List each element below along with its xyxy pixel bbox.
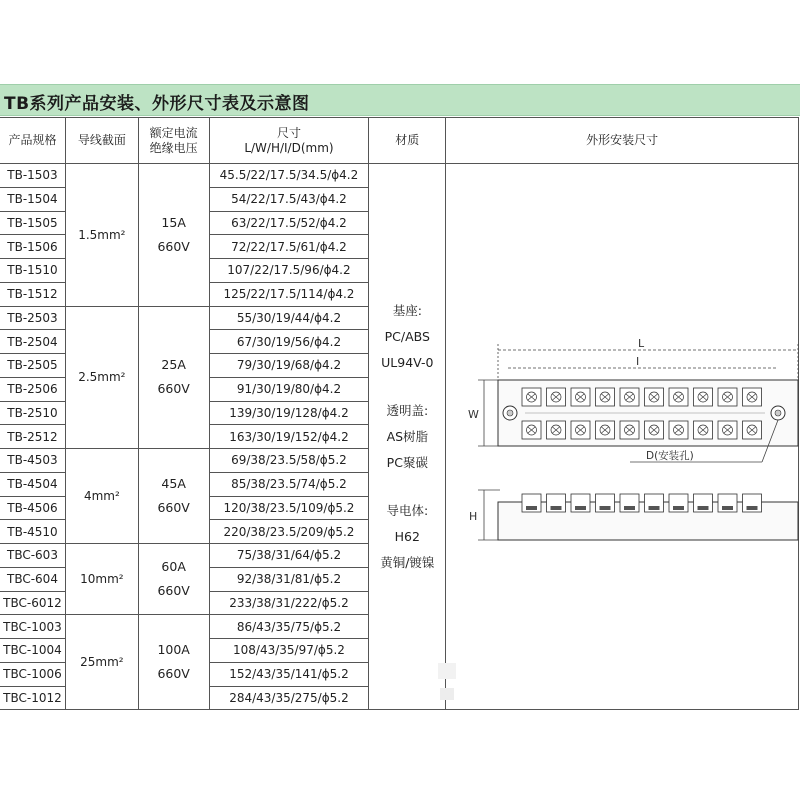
rated-current: 60A [161,559,186,575]
cell-model: TB-1510 [0,259,65,283]
material-conductor-value: H62 [394,528,420,544]
cell-model: TB-4510 [0,520,65,544]
cell-dimensions: 86/43/35/75/ϕ5.2 [209,615,369,639]
side-terminal-screw [722,506,733,510]
material-base-value: PC/ABS [384,328,430,344]
header-current-line1: 额定电流 [149,125,198,140]
cell-dimensions: 75/38/31/64/ϕ5.2 [209,544,369,568]
insulation-voltage: 660V [157,666,190,682]
material-cover-label: 透明盖: [386,402,429,418]
side-terminal-screw [649,506,660,510]
label-W: W [468,408,479,421]
cell-current-voltage [138,544,209,615]
side-terminal-screw [600,506,611,510]
cell-wire: 25mm² [65,615,138,710]
cell-wire: 1.5mm² [65,164,138,307]
side-terminal-screw [624,506,635,510]
cell-dimensions: 72/22/17.5/61/ϕ4.2 [209,235,369,259]
cell-model: TBC-1012 [0,686,65,710]
material-base-label: 基座: [392,302,422,318]
header-dims-line1: 尺寸 [276,125,301,140]
insulation-voltage: 660V [157,238,190,254]
insulation-voltage: 660V [157,583,190,599]
mount-hole-left-inner [507,410,513,416]
header-dims-line2: L/W/H/I/D(mm) [244,140,334,155]
rated-current: 15A [161,214,186,230]
insulation-voltage: 660V [157,500,190,515]
cell-model: TB-2503 [0,306,65,330]
cell-model: TBC-1004 [0,639,65,663]
cell-dimensions: 125/22/17.5/114/ϕ4.2 [209,282,369,306]
cell-wire: 10mm² [65,544,138,615]
cell-dimensions: 55/30/19/44/ϕ4.2 [209,306,369,330]
material-conductor-value: 黄铜/镀镍 [380,554,435,570]
material-cover-value: AS树脂 [386,428,429,444]
cell-model: TBC-6012 [0,591,65,615]
material-cover-value: PC聚碳 [386,454,428,470]
cell-dimensions: 67/30/19/56/ϕ4.2 [209,330,369,354]
cell-model: TB-1512 [0,282,65,306]
table-row [0,164,799,188]
side-terminal-screw [575,506,586,510]
header-dims [209,118,369,164]
cell-material [369,164,446,710]
cell-model: TB-4506 [0,496,65,520]
cell-model: TB-1506 [0,235,65,259]
cell-dimensions: 107/22/17.5/96/ϕ4.2 [209,259,369,283]
material-base-value: UL94V-0 [381,354,434,370]
watermark-fragment [438,663,456,679]
side-terminal-screw [551,506,562,510]
cell-dimensions: 120/38/23.5/109/ϕ5.2 [209,496,369,520]
cell-dimensions: 45.5/22/17.5/34.5/ϕ4.2 [209,164,369,188]
cell-current-voltage [138,306,209,449]
cell-dimensions: 79/30/19/68/ϕ4.2 [209,354,369,378]
cell-model: TB-1504 [0,187,65,211]
cell-model: TB-2504 [0,330,65,354]
cell-current-voltage [138,615,209,710]
side-terminal-screw [747,506,758,510]
cell-dimensions: 63/22/17.5/52/ϕ4.2 [209,211,369,235]
rated-current: 100A [157,642,190,658]
header-drawing: 外形安装尺寸 [446,118,799,164]
cell-dimensions: 85/38/23.5/74/ϕ5.2 [209,472,369,496]
header-current-line2: 绝缘电压 [149,140,198,155]
header-row [0,118,799,164]
cell-dimensions: 139/30/19/128/ϕ4.2 [209,401,369,425]
cell-current-voltage [138,164,209,307]
cell-model: TB-1503 [0,164,65,188]
label-H: H [469,510,478,523]
cell-model: TBC-1003 [0,615,65,639]
cell-model: TB-2505 [0,354,65,378]
spacer [369,376,445,398]
label-D: D(安装孔) [646,450,694,462]
cell-dimensions: 54/22/17.5/43/ϕ4.2 [209,187,369,211]
header-wire: 导线截面 [65,118,138,164]
cell-wire: 2.5mm² [65,306,138,449]
page-title: TB系列产品安装、外形尺寸表及示意图 [4,94,310,114]
cell-dimensions: 152/43/35/141/ϕ5.2 [209,662,369,686]
side-terminal-screw [526,506,537,510]
rated-current: 45A [161,476,186,491]
cell-model: TBC-1006 [0,662,65,686]
cell-model: TB-4503 [0,449,65,473]
cell-model: TB-4504 [0,472,65,496]
cell-dimensions: 108/43/35/97/ϕ5.2 [209,639,369,663]
watermark-fragment [440,688,454,700]
cell-model: TBC-603 [0,544,65,568]
insulation-voltage: 660V [157,381,190,397]
cell-wire: 4mm² [65,449,138,544]
cell-model: TB-2512 [0,425,65,449]
header-model: 产品规格 [0,118,65,164]
cell-current-voltage [138,449,209,544]
cell-dimensions: 284/43/35/275/ϕ5.2 [209,686,369,710]
cell-model: TB-1505 [0,211,65,235]
title-bar [0,84,800,116]
cell-dimensions: 91/30/19/80/ϕ4.2 [209,377,369,401]
terminal-block-drawing [470,330,800,560]
header-material: 材质 [369,118,446,164]
cell-dimensions: 220/38/23.5/209/ϕ5.2 [209,520,369,544]
cell-dimensions: 69/38/23.5/58/ϕ5.2 [209,449,369,473]
mount-hole-right-inner [775,410,781,416]
label-L: L [638,337,645,350]
header-current [138,118,209,164]
spacer [369,476,445,498]
cell-model: TBC-604 [0,567,65,591]
cell-dimensions: 92/38/31/81/ϕ5.2 [209,567,369,591]
side-terminal-screw [673,506,684,510]
cell-model: TB-2510 [0,401,65,425]
label-I: I [636,355,640,368]
cell-model: TB-2506 [0,377,65,401]
cell-dimensions: 163/30/19/152/ϕ4.2 [209,425,369,449]
side-terminal-screw [698,506,709,510]
rated-current: 25A [161,357,186,373]
material-conductor-label: 导电体: [386,502,429,518]
cell-dimensions: 233/38/31/222/ϕ5.2 [209,591,369,615]
